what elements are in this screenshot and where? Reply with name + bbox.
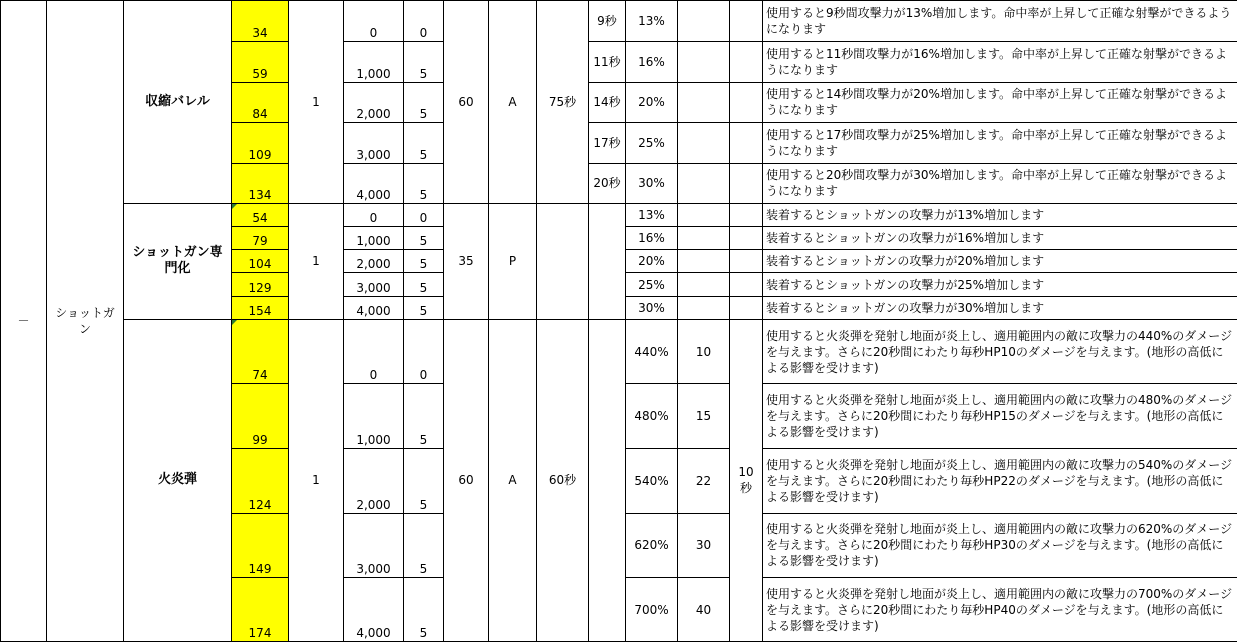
cost: 1,000 bbox=[344, 227, 404, 250]
cost: 4,000 bbox=[344, 296, 404, 319]
blank-cell bbox=[730, 42, 763, 82]
skill-sp: 35 bbox=[444, 203, 489, 319]
effect: 30% bbox=[626, 296, 678, 319]
blank-cell bbox=[730, 203, 763, 226]
effect: 620% bbox=[626, 513, 678, 578]
skill-type: A bbox=[489, 1, 537, 204]
duration: 14秒 bbox=[589, 82, 626, 122]
effect: 13% bbox=[626, 1, 678, 42]
points: 5 bbox=[404, 82, 444, 122]
effect: 480% bbox=[626, 384, 678, 449]
dot-cell bbox=[678, 82, 730, 122]
required-level: 74 bbox=[232, 319, 289, 384]
burn-duration: 10秒 bbox=[730, 319, 763, 641]
dash-cell: － bbox=[1, 1, 47, 642]
description: 使用すると火炎弾を発射し地面が炎上し、適用範囲内の敵に攻撃力の540%のダメージを与えます。さらに20秒間にわたり毎秒HP22のダメージを与えます。(地形の高低による影響を受けます) bbox=[763, 449, 1237, 514]
dot-damage: 40 bbox=[678, 578, 730, 642]
effect: 540% bbox=[626, 449, 678, 514]
skill-name: ショットガン専門化 bbox=[124, 203, 232, 319]
cost: 4,000 bbox=[344, 578, 404, 642]
skill-sp: 60 bbox=[444, 319, 489, 641]
max-level: 1 bbox=[289, 1, 344, 204]
description: 装着するとショットガンの攻撃力が25%増加します bbox=[763, 273, 1237, 296]
effect: 20% bbox=[626, 250, 678, 273]
effect: 13% bbox=[626, 203, 678, 226]
max-level: 1 bbox=[289, 203, 344, 319]
dot-cell bbox=[678, 1, 730, 42]
description: 使用すると11秒間攻撃力が16%増加します。命中率が上昇して正確な射撃ができるようになります bbox=[763, 42, 1237, 82]
effect: 30% bbox=[626, 163, 678, 203]
required-level: 154 bbox=[232, 296, 289, 319]
cost: 4,000 bbox=[344, 163, 404, 203]
points: 5 bbox=[404, 273, 444, 296]
description: 装着するとショットガンの攻撃力が13%増加します bbox=[763, 203, 1237, 226]
required-level: 134 bbox=[232, 163, 289, 203]
dot-cell bbox=[678, 203, 730, 226]
max-level: 1 bbox=[289, 319, 344, 641]
dot-damage: 22 bbox=[678, 449, 730, 514]
points: 5 bbox=[404, 296, 444, 319]
points: 0 bbox=[404, 319, 444, 384]
points: 5 bbox=[404, 163, 444, 203]
cost: 3,000 bbox=[344, 513, 404, 578]
required-level: 54 bbox=[232, 203, 289, 226]
blank-cell bbox=[730, 123, 763, 163]
description: 装着するとショットガンの攻撃力が16%増加します bbox=[763, 227, 1237, 250]
points: 5 bbox=[404, 227, 444, 250]
required-level: 59 bbox=[232, 42, 289, 82]
effect: 25% bbox=[626, 123, 678, 163]
skill-sp: 60 bbox=[444, 1, 489, 204]
dot-cell bbox=[678, 296, 730, 319]
description: 使用すると17秒間攻撃力が25%増加します。命中率が上昇して正確な射撃ができるようになります bbox=[763, 123, 1237, 163]
dot-cell bbox=[678, 227, 730, 250]
required-level: 84 bbox=[232, 82, 289, 122]
cost: 1,000 bbox=[344, 42, 404, 82]
cost: 1,000 bbox=[344, 384, 404, 449]
duration: 20秒 bbox=[589, 163, 626, 203]
points: 5 bbox=[404, 449, 444, 514]
dot-cell bbox=[678, 273, 730, 296]
effect: 16% bbox=[626, 42, 678, 82]
blank-cell bbox=[730, 227, 763, 250]
effect: 16% bbox=[626, 227, 678, 250]
cost: 0 bbox=[344, 319, 404, 384]
skill-cooldown: 60秒 bbox=[537, 319, 589, 641]
cost: 3,000 bbox=[344, 123, 404, 163]
description: 使用すると火炎弾を発射し地面が炎上し、適用範囲内の敵に攻撃力の620%のダメージを与えます。さらに20秒間にわたり毎秒HP30のダメージを与えます。(地形の高低による影響を受けます) bbox=[763, 513, 1237, 578]
required-level: 109 bbox=[232, 123, 289, 163]
required-level: 129 bbox=[232, 273, 289, 296]
points: 5 bbox=[404, 250, 444, 273]
cost: 2,000 bbox=[344, 82, 404, 122]
dot-damage: 10 bbox=[678, 319, 730, 384]
required-level: 104 bbox=[232, 250, 289, 273]
duration: 17秒 bbox=[589, 123, 626, 163]
skill-cooldown: 75秒 bbox=[537, 1, 589, 204]
dot-damage: 30 bbox=[678, 513, 730, 578]
skill-name: 収縮バレル bbox=[124, 1, 232, 204]
points: 5 bbox=[404, 578, 444, 642]
description: 装着するとショットガンの攻撃力が30%増加します bbox=[763, 296, 1237, 319]
skill-type: P bbox=[489, 203, 537, 319]
duration: 11秒 bbox=[589, 42, 626, 82]
effect: 440% bbox=[626, 319, 678, 384]
points: 5 bbox=[404, 123, 444, 163]
points: 0 bbox=[404, 1, 444, 42]
description: 使用すると20秒間攻撃力が30%増加します。命中率が上昇して正確な射撃ができるようになります bbox=[763, 163, 1237, 203]
required-level: 149 bbox=[232, 513, 289, 578]
blank-cell bbox=[730, 296, 763, 319]
blank-cell bbox=[730, 82, 763, 122]
cost: 3,000 bbox=[344, 273, 404, 296]
duration: 9秒 bbox=[589, 1, 626, 42]
description: 使用すると14秒間攻撃力が20%増加します。命中率が上昇して正確な射撃ができるようになります bbox=[763, 82, 1237, 122]
description: 使用すると火炎弾を発射し地面が炎上し、適用範囲内の敵に攻撃力の700%のダメージを与えます。さらに20秒間にわたり毎秒HP40のダメージを与えます。(地形の高低による影響を受けます) bbox=[763, 578, 1237, 642]
required-level: 34 bbox=[232, 1, 289, 42]
cost: 2,000 bbox=[344, 449, 404, 514]
blank-cell bbox=[730, 250, 763, 273]
effect: 700% bbox=[626, 578, 678, 642]
cost: 2,000 bbox=[344, 250, 404, 273]
effect: 25% bbox=[626, 273, 678, 296]
required-level: 99 bbox=[232, 384, 289, 449]
points: 0 bbox=[404, 203, 444, 226]
points: 5 bbox=[404, 384, 444, 449]
description: 装着するとショットガンの攻撃力が20%増加します bbox=[763, 250, 1237, 273]
blank-cell bbox=[730, 273, 763, 296]
dot-cell bbox=[678, 250, 730, 273]
skill-type: A bbox=[489, 319, 537, 641]
description: 使用すると9秒間攻撃力が13%増加します。命中率が上昇して正確な射撃ができるようになります bbox=[763, 1, 1237, 42]
required-level: 79 bbox=[232, 227, 289, 250]
points: 5 bbox=[404, 513, 444, 578]
required-level: 174 bbox=[232, 578, 289, 642]
duration bbox=[589, 203, 626, 319]
skill-cooldown bbox=[537, 203, 589, 319]
category-cell: ショットガン bbox=[47, 1, 124, 642]
dot-cell bbox=[678, 42, 730, 82]
description: 使用すると火炎弾を発射し地面が炎上し、適用範囲内の敵に攻撃力の480%のダメージを与えます。さらに20秒間にわたり毎秒HP15のダメージを与えます。(地形の高低による影響を受けます) bbox=[763, 384, 1237, 449]
cost: 0 bbox=[344, 203, 404, 226]
blank-cell bbox=[730, 1, 763, 42]
dot-cell bbox=[678, 163, 730, 203]
duration bbox=[589, 319, 626, 641]
description: 使用すると火炎弾を発射し地面が炎上し、適用範囲内の敵に攻撃力の440%のダメージを与えます。さらに20秒間にわたり毎秒HP10のダメージを与えます。(地形の高低による影響を受けます) bbox=[763, 319, 1237, 384]
cost: 0 bbox=[344, 1, 404, 42]
required-level: 124 bbox=[232, 449, 289, 514]
skill-name: 火炎弾 bbox=[124, 319, 232, 641]
effect: 20% bbox=[626, 82, 678, 122]
dot-damage: 15 bbox=[678, 384, 730, 449]
points: 5 bbox=[404, 42, 444, 82]
dot-cell bbox=[678, 123, 730, 163]
blank-cell bbox=[730, 163, 763, 203]
